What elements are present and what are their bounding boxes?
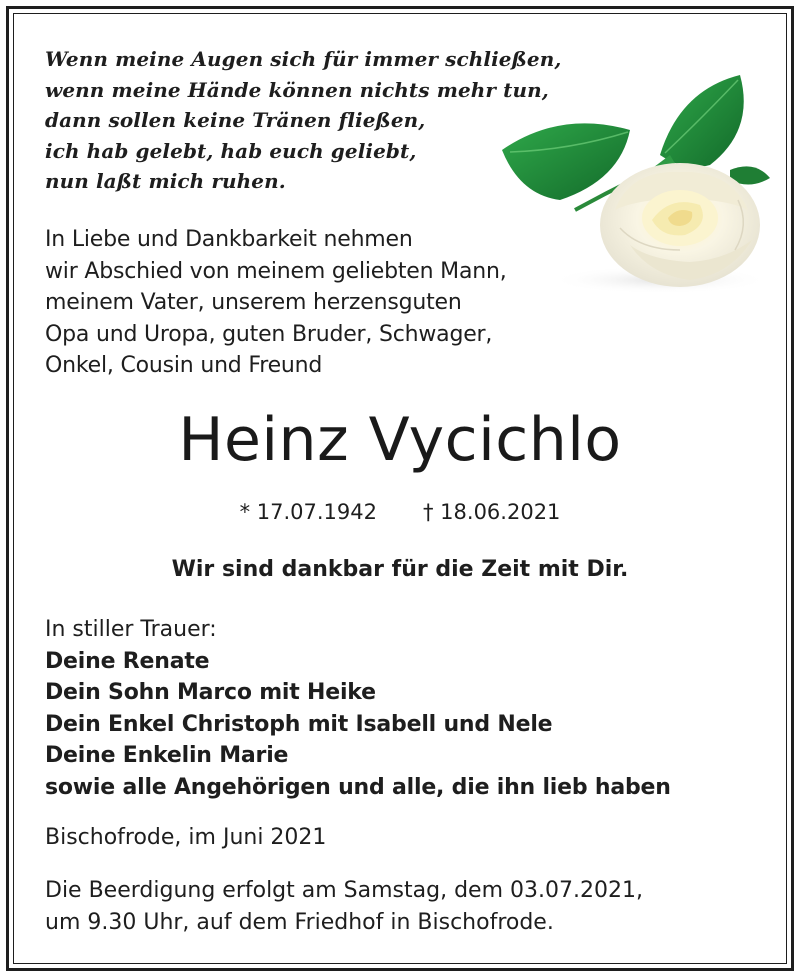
death-date: † 18.06.2021 [423, 500, 561, 524]
life-dates [0, 497, 800, 527]
rose-leaf-left [502, 123, 630, 200]
intro-line: Onkel, Cousin und Freund [45, 353, 323, 378]
deceased-name: Heinz Vycichlo [178, 405, 622, 475]
place-date: Bischofrode, im Juni 2021 [45, 825, 327, 850]
mourner-entry: sowie alle Angehörigen und alle, die ihn lieb haben [45, 774, 671, 800]
poem-line: ich hab gelebt, hab euch geliebt, [45, 138, 417, 163]
birth-date: * 17.07.1942 [239, 500, 377, 524]
funeral-line: um 9.30 Uhr, auf dem Friedhof in Bischofrode. [45, 910, 554, 935]
mourner-entry: Dein Enkel Christoph mit Isabell und Nele [45, 711, 553, 737]
poem-line: dann sollen keine Tränen fließen, [45, 108, 426, 132]
poem-line: wenn meine Hände können nichts mehr tun, [45, 77, 549, 102]
white-rose-icon [480, 60, 780, 300]
intro-line: meinem Vater, unserem herzensguten [45, 290, 462, 315]
thanks-line: Wir sind dankbar für die Zeit mit Dir. [171, 557, 629, 582]
mourners-lead: In stiller Trauer: [45, 617, 217, 642]
mourner-entry: Deine Renate [45, 648, 210, 674]
intro-line: In Liebe und Dankbarkeit nehmen [45, 227, 413, 252]
intro-line: wir Abschied von meinem geliebten Mann, [45, 258, 507, 284]
mourners-list [45, 614, 671, 803]
funeral-info [45, 875, 643, 939]
intro-text [45, 224, 507, 382]
intro-line: Opa und Uropa, guten Bruder, Schwager, [45, 321, 493, 347]
funeral-line: Die Beerdigung erfolgt am Samstag, dem 03.07.2021, [45, 878, 643, 903]
mourner-entry: Dein Sohn Marco mit Heike [45, 680, 376, 705]
rose-leaf-top [660, 75, 744, 167]
poem-line: Wenn meine Augen sich für immer schließen, [45, 47, 562, 71]
mourner-entry: Deine Enkelin Marie [45, 743, 289, 768]
poem-line: nun laßt mich ruhen. [45, 169, 286, 193]
